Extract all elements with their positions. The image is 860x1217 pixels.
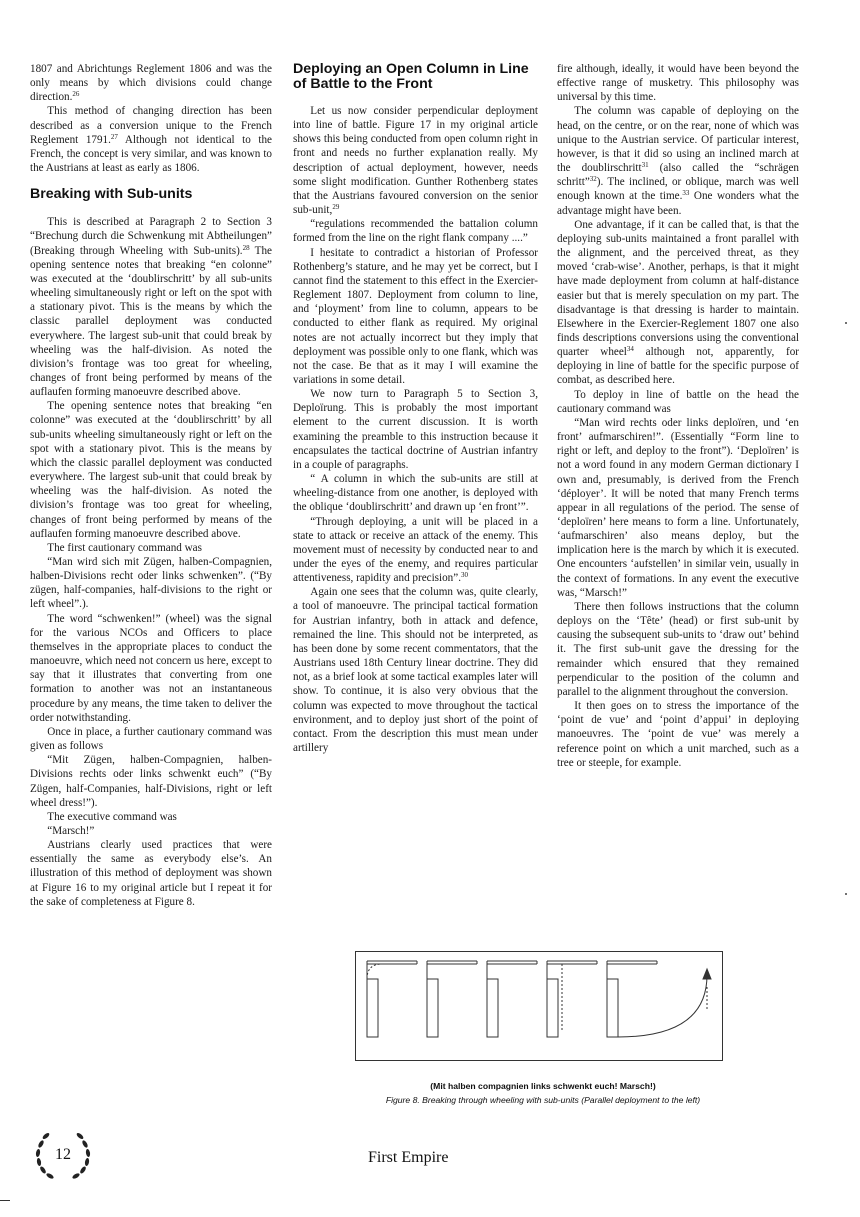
scan-speck (845, 893, 847, 895)
paragraph: Let us now consider perpendicular deployment into line of battle. Figure 17 in my original article shows this being conducted from open column right in front and needs no further explanation really. My description of actual deployment, however, needs some slight modification. Gunther Rothenberg states that the Austrians favoured conversion on the senior sub-unit,$^{29}$ (293, 105, 538, 217)
scan-speck (845, 322, 847, 324)
footnote-ref: 31 (641, 161, 649, 170)
paragraph: It then goes on to stress the importance of the ‘point de vue’ and ‘point d’appui’ in deploying manoeuvres. The ‘point de vue’ was merely a reference point on which a unit marched, such as a tree or steeple, for example. (557, 700, 799, 769)
footnote-ref: 32 (589, 175, 597, 184)
wheeling-diagram (355, 951, 723, 1061)
quote-paragraph: “Marsch!” (47, 824, 95, 837)
paragraph: The column was capable of deploying on the head, on the centre, or on the rear, none of which was unique to the Austrian service. Of particular interest, however, is that it did so using an inclined march at the doublirschritt$^{31}$ (also called the “schrägen schritt”$^{32}$). The inclined, or oblique, march was well enough known at the time.$^{33}$ One wonders what the advantage might have been. (557, 105, 799, 217)
paragraph: fire although, ideally, it would have been beyond the effective range of musketry. This philosophy was universal by this time. (557, 63, 799, 104)
section-heading: Deploying an Open Column in Line of Battle to the Front (293, 61, 529, 92)
figure-caption: Figure 8. Breaking through wheeling with sub-units (Parallel deployment to the left) (385, 1095, 701, 1105)
sub-unit-column (547, 961, 597, 1037)
figure-caption-title: (Mit halben compagnien links schwenkt euch! Marsch!) (430, 1081, 656, 1091)
figure-diagram (355, 951, 723, 1061)
quote-paragraph: “Mit Zügen, halben-Compagnien, halben-Divisions rechts oder links schwenkt euch” (“By Zügen, half-Companies, half-Divisions, right or left wheel dress!”). (30, 754, 272, 809)
text-column-1 (30, 62, 272, 909)
paragraph: We now turn to Paragraph 5 to Section 3, Deploïrung. This is probably the most important element to the current discussion. It is worth examining the preamble to this instruction because it encapsulates the tactical doctrine of Austrian infantry in a couple of paragraphs. (293, 388, 538, 471)
page-number-laurel (28, 1124, 98, 1188)
text-column-3 (557, 62, 799, 770)
quote-paragraph: “Through deploying, a unit will be placed in a state to attack or receive an attack of the enemy. This movement must of necessity by conducted near to and under the eyes of the enemy, and requires particular attentiveness, rapidity and precision”.$^{30}$ (293, 515, 538, 585)
sub-unit-column (607, 961, 711, 1037)
paragraph: The opening sentence notes that breaking “en colonne” was executed at the ‘doublirschritt’ by all sub-units wheeling simultaneously right or left on the spot with a stationary pivot. This is the means by which the classic parallel deployment was conducted everywhere. The largest sub-unit that could break by wheeling was the half-division. As noted the division’s frontage was too great for wheeling, changes of front being performed by means of the auflaufen forming manoeuvre described above. (30, 400, 272, 540)
sub-unit-column (427, 961, 477, 1037)
paragraph: The executive command was (47, 810, 177, 823)
paragraph: The word “schwenken!” (wheel) was the signal for the various NCOs and Officers to place themselves in the appropriate places to conduct the manoeuvre, which need not concern us here, except to say that it illustrates that converting from one formation to another was not an instantaneous procedure by any means, the time taken to deliver the order notwithstanding. (30, 612, 272, 724)
paragraph: This method of changing direction has been described as a conversion unique to the French Reglement 1791.27 Although not identical to the French, the concept is very similar, and was known to the Austrians at least as early as 1806. (30, 105, 272, 175)
paragraph: To deploy in line of battle on the head the cautionary command was (557, 388, 799, 415)
footnote-ref: 29 (332, 203, 340, 212)
paragraph: Austrians clearly used practices that were essentially the same as everybody else’s. An illustration of this method of deployment was shown at Figure 16 to my original article but I repeat it for the sake of completeness at Figure 8. (30, 839, 272, 908)
text-column-2 (293, 62, 538, 755)
scan-edge-mark (0, 1200, 10, 1201)
paragraph: There then follows instructions that the column deploys on the ‘Tête’ (head) or first sub-unit by causing the subsequent sub-units to ‘draw out’ behind it. The first sub-unit gave the dressing for the remainder which ensured that they remained perpendicular to the position of the column and parallel to the alignment throughout the conversion. (557, 600, 799, 698)
sub-unit-column (487, 961, 537, 1037)
paragraph: This is described at Paragraph 2 to Section 3 “Brechung durch die Schwenkung mit Abtheilungen” (Breaking through Wheeling with Sub-units).$^{28}$ The opening sentence notes that breaking “en colonne” was executed at the ‘doublirschritt’ by all sub-units wheeling simultaneously right or left on the spot with a stationary pivot. This is the means by which the classic parallel deployment was conducted everywhere. The largest sub-unit that could break by wheeling was the half-division. As noted the division’s frontage was too great for wheeling, changes of front being performed by means of the auflaufen forming manoeuvre described above. (30, 216, 272, 399)
quote-paragraph: “Man wird sich mit Zügen, halben-Compagnien, halben-Divisions recht oder links schwenken”. (“By zügen, half-companies, half-divisions to the right or left wheel”.). (30, 556, 272, 611)
footnote-ref: 33 (682, 189, 690, 198)
section-heading: Breaking with Sub-units (30, 186, 193, 203)
page-number: 12 (55, 1146, 71, 1163)
quote-paragraph: “ A column in which the sub-units are still at wheeling-distance from one another, is deployed with the oblique ‘doublirschritt’ and drawn up ‘en front’”. (293, 473, 538, 514)
footnote-ref: 30 (461, 571, 468, 580)
paragraph: 1807 and Abrichtungs Reglement 1806 and was the only means by which divisions could change direction.$^{26}$ (30, 63, 272, 104)
footnote-ref: 27 (110, 132, 118, 141)
quote-paragraph: “Man wird rechts oder links deploïren, und ‘en front’ aufmarschiren!”. (Essentially “Form line to right or left, and deploy to the front”). ‘Deploïren’ is not a word found in any modern German dictionary I own and, presumably, is derived from the French ‘déployer’. It will be noted that many French terms appear in all regulations of the period. The sense of ‘deploïren’ here means to form a line. Unfortunately, ‘aufmarschiren’ also means deploy, but the implication here is the march by which it is executed. One encounters ‘aufstellen’ in similar vein, usually in the context of formations. In any event the executive was, “Marsch!” (557, 416, 799, 599)
footnote-ref: 34 (626, 345, 634, 354)
sub-unit-column (367, 961, 417, 1037)
paragraph: I hesitate to contradict a historian of Professor Rothenberg’s stature, and he may yet be correct, but I cannot find the statement to this effect in the Exercier-Reglement 1807. Deployment from column to line, and ‘ployment’ from line to column, appears to be conducted to either flank as required. My original notes are not actually incorrect but they imply that deployment was possible only to one flank, which was not the case. Be that as it may I will examine the variations in some detail. (293, 246, 538, 386)
footnote-ref: 26 (72, 90, 80, 99)
paragraph: Once in place, a further cautionary command was given as follows (30, 725, 272, 753)
paragraph: Again one sees that the column was, quite clearly, a tool of manoeuvre. The principal tactical formation for Austrian infantry, both in attack and defence, remained the line. This should not be interpreted, as has been done by some recent commentators, that the Austrians used 18th Century linear doctrine. They did not, as a brief look at some tactical examples later will show. To continue, it is also very obvious that the column was expected to move throughout the tactical environment, and to deploy just short of the point of contact. From the description this must mean under artillery (293, 586, 538, 755)
quote-paragraph: “regulations recommended the battalion column formed from the line on the right flank company ....” (293, 218, 538, 245)
footnote-ref: 28 (242, 243, 250, 252)
running-footer-title: First Empire (368, 1149, 449, 1166)
paragraph: The first cautionary command was (47, 541, 202, 554)
paragraph: One advantage, if it can be called that, is that the deploying sub-units maintained a front parallel with the alignment, and the perceived threat, as they moved ‘crab-wise’. Another, perhaps, is that it might have made deployment from column at half-distance easier but that is merely speculation on my part. The disadvantage is that dressing is harder to maintain. Elsewhere in the Exercier-Reglement 1807 one also finds descriptions conversions using the conventional quarter wheel$^{34}$ although not, apparently, for deploying in line of battle for the specific purpose of combat, as described here. (557, 218, 799, 387)
